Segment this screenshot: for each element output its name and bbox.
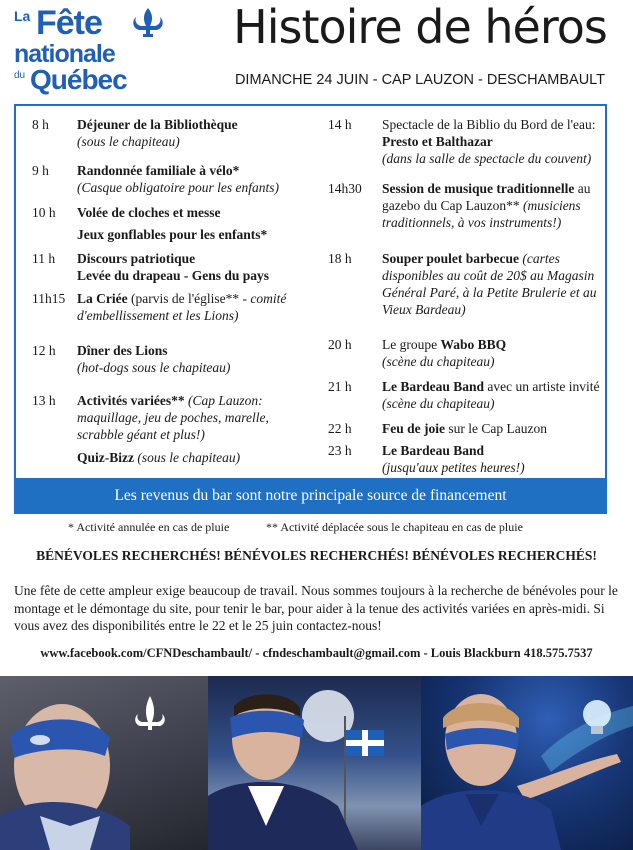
schedule-time: 11 h [32, 251, 56, 266]
photo-girl-mask [0, 676, 208, 850]
schedule-title-2: Quiz-Bizz [77, 450, 134, 465]
volunteers-paragraph: Une fête de cette ampleur exige beaucoup de travail. Nous sommes toujours à la recherche de bénévoles pour le montage et le démontage du site, pour tenir le bar, pour aider à la tenue des activités variées en après-midi. Si vous avez des disponibilités entre le 22 et le 25 juin contactez-nous! [14, 583, 618, 633]
schedule-title: Le Bardeau Band [382, 379, 485, 394]
schedule-time: 13 h [32, 393, 56, 408]
page-title: Histoire de héros [233, 0, 607, 54]
schedule-title: Wabo BBQ [440, 337, 507, 352]
schedule-box [14, 104, 607, 488]
schedule-note: (dans la salle de spectacle du couvent) [382, 151, 592, 166]
schedule-title: Feu de joie [382, 421, 445, 436]
schedule-item [328, 378, 600, 412]
schedule-note: (hot-dogs sous le chapiteau) [77, 360, 231, 375]
schedule-pre: Spectacle de la Biblio du Bord de l'eau: [382, 117, 596, 132]
schedule-rest: (parvis de l'église** - [127, 291, 251, 306]
schedule-rest: avec un artiste invité [484, 379, 600, 394]
schedule-item [32, 342, 230, 376]
schedule-rest: au gazebo du Cap Lauzon** [382, 181, 591, 213]
schedule-title: Randonnée familiale à vélo* [77, 163, 240, 178]
schedule-time: 9 h [32, 163, 49, 178]
schedule-item [328, 180, 608, 231]
schedule-item [328, 420, 547, 437]
schedule-item [32, 250, 269, 284]
schedule-item [32, 392, 304, 466]
schedule-note: (jusqu'aux petites heures!) [382, 460, 525, 475]
schedule-title: Souper poulet barbecue [382, 251, 520, 266]
schedule-time: 20 h [328, 337, 352, 352]
volunteers-heading: BÉNÉVOLES RECHERCHÉS! BÉNÉVOLES RECHERCHÉS! BÉNÉVOLES RECHERCHÉS! [36, 548, 597, 563]
schedule-title: Session de musique traditionnelle [382, 181, 575, 196]
schedule-note: (sous le chapiteau) [77, 134, 180, 149]
schedule-title-2: Levée du drapeau - Gens du pays [77, 268, 270, 283]
schedule-time: 10 h [32, 205, 56, 220]
schedule-note: (musiciens traditionnels, à vos instruments!) [382, 198, 581, 230]
logo-la: La [14, 8, 31, 24]
schedule-note: (Casque obligatoire pour les enfants) [77, 180, 279, 195]
schedule-title: Le Bardeau Band [382, 443, 485, 458]
schedule-time: 14 h [328, 117, 352, 132]
schedule-note: (cartes disponibles au coût de 20$ au Magasin Général Paré, à la Petite Brulerie et au Vieux Bardeau) [382, 251, 597, 317]
schedule-time: 14h30 [328, 181, 362, 196]
schedule-rest: sur le Cap Lauzon [445, 421, 547, 436]
schedule-note: comité d'embellissement et les Lions) [77, 291, 287, 323]
schedule-time: 21 h [328, 379, 352, 394]
schedule-time: 23 h [328, 443, 352, 458]
schedule-item [328, 250, 608, 318]
footnote-rain-cancel: * Activité annulée en cas de pluie [68, 520, 230, 534]
schedule-time: 18 h [328, 251, 352, 266]
fleur-de-lys-icon [130, 6, 166, 42]
schedule-time: 8 h [32, 117, 49, 132]
schedule-title-2: Jeux gonflables pour les enfants* [77, 227, 268, 242]
schedule-item [32, 116, 238, 150]
schedule-time: 11h15 [32, 291, 66, 306]
schedule-item [32, 162, 279, 196]
schedule-title: Presto et Balthazar [382, 134, 493, 149]
revenue-banner: Les revenus du bar sont notre principale source de financement [14, 478, 607, 514]
schedule-item [328, 116, 596, 167]
schedule-pre: Le groupe [382, 337, 441, 352]
schedule-note-2: (sous le chapiteau) [134, 450, 241, 465]
logo-fete: Fête [36, 4, 102, 42]
photo-boy-lightbulb [421, 676, 633, 850]
footnote-rain-moved: ** Activité déplacée sous le chapiteau en cas de pluie [266, 520, 523, 534]
schedule-title: Discours patriotique [77, 251, 196, 266]
schedule-note: (scène du chapiteau) [382, 396, 495, 411]
schedule-item [328, 442, 525, 476]
schedule-note: (scène du chapiteau) [382, 354, 495, 369]
logo-du: du [14, 70, 26, 81]
logo-nationale: nationale [14, 40, 115, 68]
schedule-title: Déjeuner de la Bibliothèque [77, 117, 238, 132]
schedule-title: Dîner des Lions [77, 343, 168, 358]
schedule-title: Volée de cloches et messe [77, 205, 221, 220]
schedule-time: 12 h [32, 343, 56, 358]
event-date-location: DIMANCHE 24 JUIN - CAP LAUZON - DESCHAMBAULT [234, 72, 606, 88]
schedule-item [32, 204, 267, 243]
schedule-title: La Criée [77, 291, 128, 306]
logo-quebec: Québec [30, 64, 127, 95]
fete-nationale-logo [8, 4, 178, 96]
contact-line[interactable]: www.facebook.com/CFNDeschambault/ - cfndeschambault@gmail.com - Louis Blackburn 418.575.7537 [40, 646, 593, 660]
schedule-time: 22 h [328, 421, 352, 436]
photo-boy-flag [208, 676, 421, 850]
schedule-item [328, 336, 506, 370]
schedule-item [32, 290, 304, 324]
schedule-title: Activités variées** [77, 393, 185, 408]
schedule-note: (Cap Lauzon: maquillage, jeu de poches, marelle, scrabble géant et plus!) [77, 393, 269, 442]
